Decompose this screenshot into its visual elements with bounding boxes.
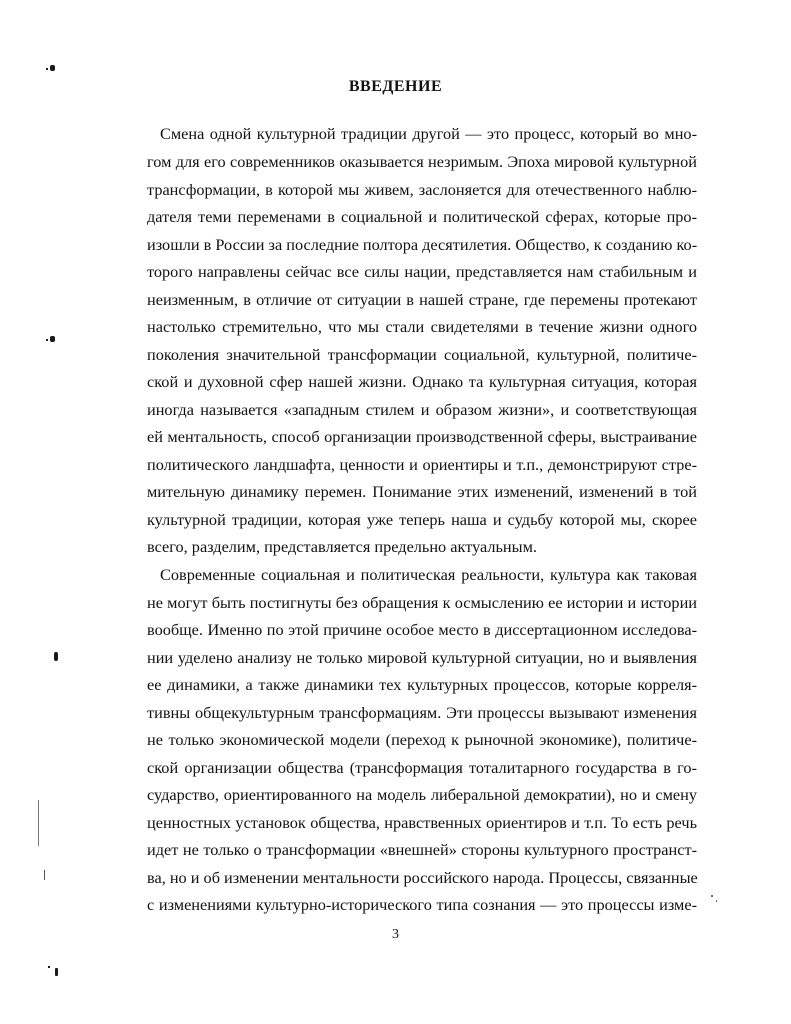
paragraph-1-line-14: мительную динамику перемен. Понимание этих изменений, изменений в той xyxy=(147,482,697,501)
paragraph-1-line-3: трансформации, в которой мы живем, заслоняется для отечественного наблю- xyxy=(147,180,697,199)
scan-artifact xyxy=(44,870,45,880)
paragraph-1-line-16: всего, разделим, представляется предельно актуальным. xyxy=(147,537,537,556)
paragraph-1-line-9: поколения значительной трансформации социальной, культурной, политиче- xyxy=(147,345,697,364)
scan-artifact xyxy=(716,900,717,902)
paragraph-2-line-9: сударство, ориентированного на модель либеральной демократии), но и смену xyxy=(147,785,697,804)
paragraph-1-line-11: иногда называется «западным стилем и образом жизни», и соответствующая xyxy=(147,400,697,419)
scan-artifact xyxy=(50,65,55,71)
paragraph-1-line-2: гом для его современников оказывается незримым. Эпоха мировой культурной xyxy=(147,152,697,171)
page-title: ВВЕДЕНИЕ xyxy=(348,78,443,95)
scan-artifact xyxy=(55,968,58,976)
scan-artifact xyxy=(38,800,39,846)
page-number: 3 xyxy=(392,927,399,942)
paragraph-2-line-1: Современные социальная и политическая реальности, культура как таковая xyxy=(160,565,697,584)
paragraph-2-line-12: ва, но и об изменении ментальности российского народа. Процессы, связанные xyxy=(147,868,698,887)
paragraph-2-line-4: нии уделено анализу не только мировой культурной ситуации, но и выявления xyxy=(147,648,697,667)
paragraph-1-line-5: изошли в России за последние полтора десятилетия. Общество, к созданию ко- xyxy=(147,235,698,254)
scan-artifact xyxy=(46,339,48,341)
paragraph-1-line-6: торого направлены сейчас все силы нации, представляется нам стабильным и xyxy=(147,262,697,281)
paragraph-2-line-3: вообще. Именно по этой причине особое место в диссертационном исследова- xyxy=(147,620,697,639)
paragraph-2-line-10: ценностных установок общества, нравственных ориентиров и т.п. То есть речь xyxy=(147,813,697,832)
scan-artifact xyxy=(50,336,55,342)
scan-artifact xyxy=(54,652,58,661)
paragraph-2-line-8: ской организации общества (трансформация тоталитарного государства в го- xyxy=(147,758,697,777)
paragraph-2-line-2: не могут быть постигнуты без обращения к осмыслению ее истории и истории xyxy=(147,593,697,612)
paragraph-1-line-10: ской и духовной сфер нашей жизни. Однако та культурная ситуация, которая xyxy=(147,372,697,391)
paragraph-1-line-1: Смена одной культурной традиции другой — это процесс, который во мно- xyxy=(160,124,697,143)
paragraph-2-line-7: не только экономической модели (переход к рыночной экономике), политиче- xyxy=(147,730,697,749)
paragraph-1-line-15: культурной традиции, которая уже теперь наша и судьбу которой мы, скорее xyxy=(147,510,697,529)
scan-artifact xyxy=(48,966,50,968)
paragraph-2-line-13: с изменениями культурно-исторического типа сознания — это процессы изме- xyxy=(147,895,697,914)
paragraph-2-line-6: тивны общекультурным трансформациям. Эти процессы вызывают изменения xyxy=(147,703,697,722)
paragraph-1-line-13: политического ландшафта, ценности и ориентиры и т.п., демонстрируют стре- xyxy=(147,455,697,474)
scan-artifact xyxy=(46,68,48,70)
paragraph-1-line-7: неизменным, в отличие от ситуации в нашей стране, где перемены протекают xyxy=(147,290,697,309)
paragraph-2-line-11: идет не только о трансформации «внешней» стороны культурного пространст- xyxy=(147,840,697,859)
scan-artifact xyxy=(711,895,713,897)
paragraph-1-line-8: настолько стремительно, что мы стали свидетелями в течение жизни одного xyxy=(147,317,697,336)
paragraph-2-line-5: ее динамики, а также динамики тех культурных процессов, которые корреля- xyxy=(147,675,697,694)
paragraph-1-line-12: ей ментальность, способ организации производственной сферы, выстраивание xyxy=(147,427,697,446)
paragraph-1-line-4: дателя теми переменами в социальной и политической сферах, которые про- xyxy=(147,207,697,226)
